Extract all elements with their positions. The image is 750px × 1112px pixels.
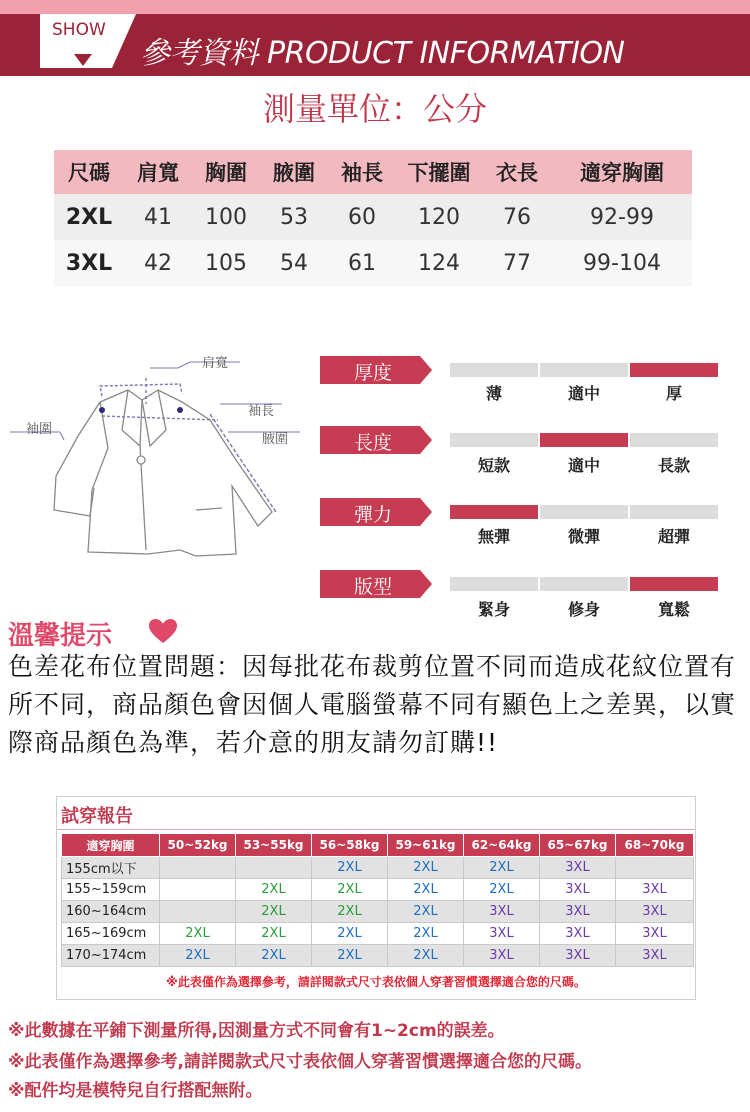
table-row [54, 194, 692, 240]
attr-option: 緊身 [477, 600, 510, 619]
size-table [54, 150, 692, 286]
label-armpit: 腋圍 [262, 432, 289, 447]
col-header: 65~67kg [540, 834, 616, 857]
table-cell: 2XL [236, 945, 312, 967]
attr-option: 寬鬆 [657, 600, 690, 619]
table-cell: 155~159cm [62, 879, 160, 901]
attr-tag-fit [320, 570, 432, 598]
table-cell: 53 [260, 194, 328, 240]
table-cell: 2XL [312, 945, 388, 967]
table-cell: 2XL [160, 945, 236, 967]
table-cell: 2XL [54, 194, 124, 240]
table-cell: 99-104 [552, 240, 692, 286]
col-header: 尺碼 [54, 150, 124, 194]
table-cell: 3XL [616, 923, 694, 945]
scale-segment [630, 505, 718, 519]
report-title: 試穿報告 [61, 806, 133, 827]
table-cell: 3XL [540, 945, 616, 967]
table-cell [160, 901, 236, 923]
attr-tag-elasticity [320, 498, 432, 526]
footer-note: ※配件均是模特兒自行搭配無附。 [8, 1081, 263, 1101]
attr-option: 超彈 [657, 527, 690, 546]
table-cell: 3XL [540, 901, 616, 923]
report-divider [57, 829, 695, 830]
table-cell: 3XL [616, 945, 694, 967]
footer-note: ※此數據在平鋪下測量所得,因測量方式不同會有1~2cm的誤差。 [8, 1021, 505, 1041]
table-row [62, 879, 694, 901]
table-cell: 105 [192, 240, 260, 286]
col-header: 腋圍 [260, 150, 328, 194]
table-cell: 3XL [54, 240, 124, 286]
table-cell: 2XL [464, 879, 540, 901]
attr-option: 短款 [477, 456, 510, 475]
table-cell: 2XL [312, 857, 388, 879]
col-header: 適穿胸圍 [62, 834, 160, 857]
jacket-measurement-diagram-icon [0, 340, 310, 570]
col-header: 56~58kg [312, 834, 388, 857]
scale-segment-selected [630, 363, 718, 377]
table-cell: 124 [396, 240, 482, 286]
attr-name: 長度 [353, 432, 392, 454]
attr-option: 長款 [657, 456, 690, 475]
table-cell: 2XL [312, 879, 388, 901]
table-row [62, 945, 694, 967]
page-title: 參考資料 PRODUCT INFORMATION [140, 36, 625, 71]
col-header: 下擺圍 [396, 150, 482, 194]
label-sleeve-circumference: 袖圍 [26, 422, 53, 437]
report-table [61, 833, 694, 967]
col-header: 53~55kg [236, 834, 312, 857]
table-cell: 100 [192, 194, 260, 240]
table-cell [236, 857, 312, 879]
col-header: 62~64kg [464, 834, 540, 857]
table-cell: 170~174cm [62, 945, 160, 967]
table-cell: 2XL [312, 923, 388, 945]
table-cell [160, 879, 236, 901]
table-cell: 61 [328, 240, 396, 286]
attr-tag-thickness [320, 356, 432, 384]
col-header: 胸圍 [192, 150, 260, 194]
attr-name: 版型 [353, 576, 392, 598]
table-cell: 3XL [540, 879, 616, 901]
attr-option: 無彈 [477, 527, 510, 546]
table-cell: 3XL [464, 945, 540, 967]
heart-icon [148, 618, 178, 644]
table-cell: 60 [328, 194, 396, 240]
col-header: 68~70kg [616, 834, 694, 857]
try-on-report [56, 796, 696, 1000]
report-note: ※此表僅作為選擇參考，請詳閱款式尺寸表依個人穿著習慣選擇適合您的尺碼。 [166, 975, 586, 989]
col-header: 袖長 [328, 150, 396, 194]
table-cell: 54 [260, 240, 328, 286]
show-label: SHOW [52, 20, 106, 40]
table-cell: 2XL [388, 879, 464, 901]
col-header: 適穿胸圍 [552, 150, 692, 194]
scale-segment-selected [540, 433, 628, 447]
table-cell [616, 857, 694, 879]
table-cell: 2XL [464, 857, 540, 879]
table-cell: 2XL [388, 923, 464, 945]
table-cell: 3XL [464, 901, 540, 923]
scale-segment [540, 505, 628, 519]
attr-name: 厚度 [353, 362, 392, 384]
table-cell [160, 857, 236, 879]
table-cell: 42 [124, 240, 192, 286]
attr-name: 彈力 [353, 504, 392, 526]
table-cell: 3XL [464, 923, 540, 945]
table-cell: 76 [482, 194, 552, 240]
notice-title: 溫馨提示 [8, 621, 113, 651]
table-cell: 2XL [388, 945, 464, 967]
attr-option: 適中 [567, 456, 600, 475]
table-cell: 155cm以下 [62, 857, 160, 879]
label-sleeve-length: 袖長 [248, 404, 275, 419]
table-cell: 41 [124, 194, 192, 240]
table-cell: 2XL [236, 879, 312, 901]
attr-option: 薄 [485, 384, 502, 403]
label-shoulder-width: 肩寬 [202, 356, 229, 371]
scale-segment-selected [450, 505, 538, 519]
table-cell: 120 [396, 194, 482, 240]
scale-segment-selected [630, 577, 718, 591]
notice-body: 色差花布位置問題：因每批花布裁剪位置不同而造成花紋位置有所不同，商品顏色會因個人電腦螢幕不同有顯色上之差異，以實際商品顏色為準，若介意的朋友請勿訂購!! [8, 652, 737, 757]
scale-segment [450, 363, 538, 377]
table-cell: 2XL [236, 923, 312, 945]
scale-segment [450, 433, 538, 447]
report-header-row [62, 834, 694, 857]
table-cell: 2XL [388, 901, 464, 923]
scale-segment [450, 577, 538, 591]
table-cell: 165~169cm [62, 923, 160, 945]
table-cell: 2XL [236, 901, 312, 923]
size-table-header [54, 150, 692, 194]
table-cell: 3XL [616, 901, 694, 923]
col-header: 肩寬 [124, 150, 192, 194]
footer-note: ※此表僅作為選擇參考,請詳閱款式尺寸表依個人穿著習慣選擇適合您的尺碼。 [8, 1052, 592, 1072]
unit-label: 測量單位：公分 [262, 90, 487, 128]
table-row [62, 857, 694, 879]
attr-tag-length [320, 426, 432, 454]
table-cell: 2XL [388, 857, 464, 879]
table-cell: 3XL [540, 923, 616, 945]
scale-segment [540, 577, 628, 591]
attr-option: 修身 [567, 600, 600, 619]
col-header: 59~61kg [388, 834, 464, 857]
table-cell: 160~164cm [62, 901, 160, 923]
scale-segment [630, 433, 718, 447]
header-top-stripe [0, 0, 750, 14]
table-row [54, 240, 692, 286]
attr-option: 適中 [567, 384, 600, 403]
col-header: 衣長 [482, 150, 552, 194]
table-cell: 2XL [312, 901, 388, 923]
table-cell: 77 [482, 240, 552, 286]
attr-option: 微彈 [567, 527, 600, 546]
table-cell: 3XL [616, 879, 694, 901]
table-cell: 92-99 [552, 194, 692, 240]
attr-option: 厚 [665, 384, 682, 403]
scale-segment [540, 363, 628, 377]
table-row [62, 901, 694, 923]
col-header: 50~52kg [160, 834, 236, 857]
table-cell: 2XL [160, 923, 236, 945]
table-row [62, 923, 694, 945]
table-cell: 3XL [540, 857, 616, 879]
